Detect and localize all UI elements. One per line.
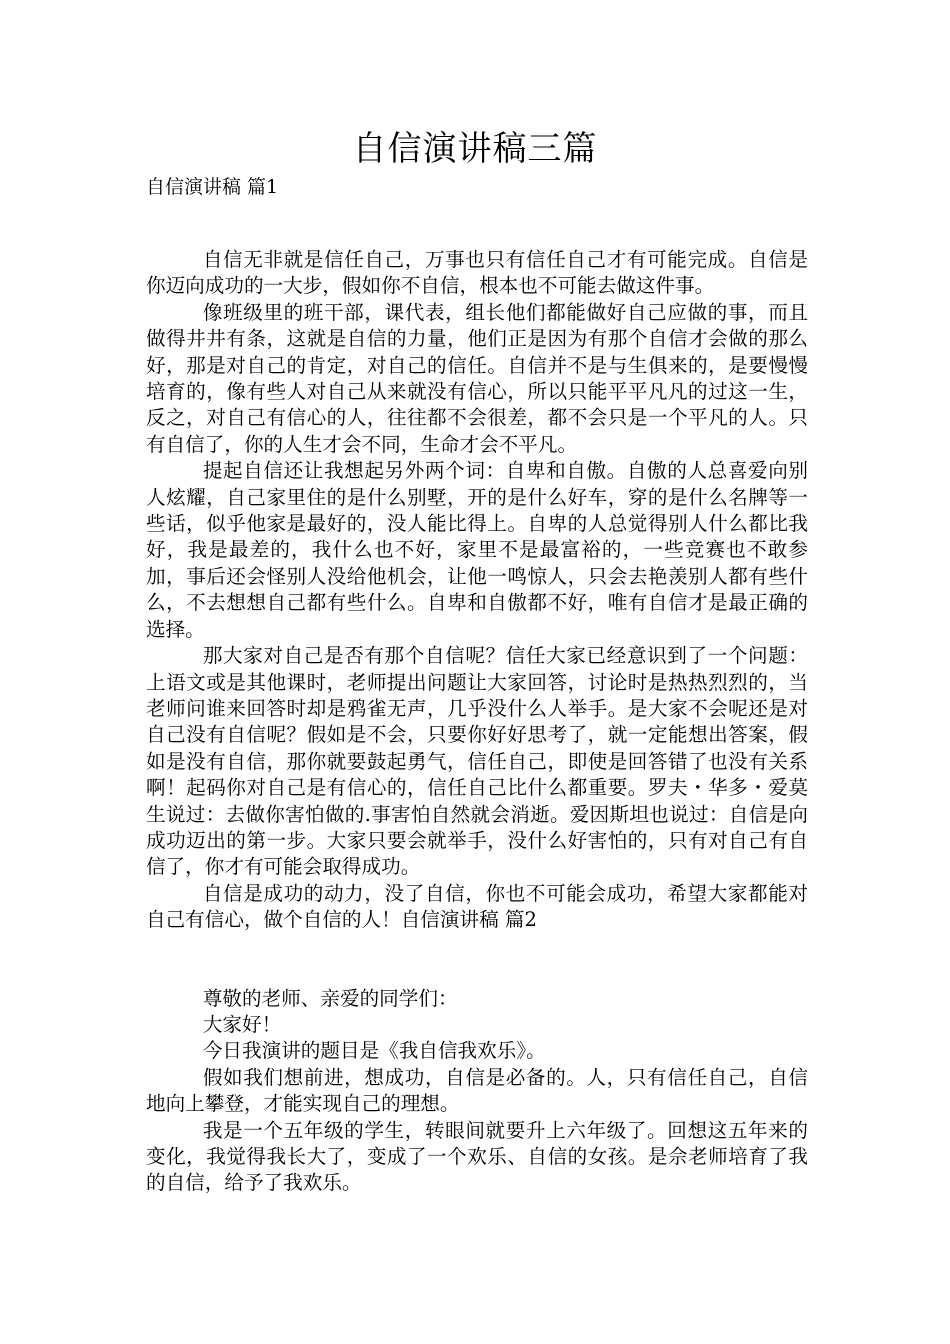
paragraph: 我是一个五年级的学生，转眼间就要升上六年级了。回想这五年来的变化，我觉得我长大了，变成了一个欢乐、自信的女孩。是佘老师培育了我的自信，给予了我欢乐。 xyxy=(146,1118,808,1195)
paragraph: 提起自信还让我想起另外两个词：自卑和自傲。自傲的人总喜爱向别人炫耀，自己家里住的是什么别墅，开的是什么好车，穿的是什么名牌等一些话，似乎他家是最好的，没人能比得上。自卑的人总觉得别人什么都比我好，我是最差的，我什么也不好，家里不是最富裕的，一些竞赛也不敢参加，事后还会怪别人没给他机会，让他一鸣惊人，只会去艳羡别人都有些什么，不去想想自己都有些什么。自卑和自傲都不好，唯有自信才是最正确的选择。 xyxy=(146,459,808,641)
paragraph: 自信是成功的动力，没了自信，你也不可能会成功，希望大家都能对自己有信心，做个自信的人！自信演讲稿 篇2 xyxy=(146,881,808,932)
document-body xyxy=(146,247,808,1197)
section-heading: 自信演讲稿 篇1 xyxy=(146,176,279,198)
paragraph: 自信无非就是信任自己，万事也只有信任自己才有可能完成。自信是你迈向成功的一大步，假如你不自信，根本也不可能去做这件事。 xyxy=(146,248,808,298)
document-title: 自信演讲稿三篇 xyxy=(352,129,598,169)
paragraph: 那大家对自己是否有那个自信呢？信任大家已经意识到了一个问题：上语文或是其他课时，老师提出问题让大家回答，讨论时是热热烈烈的，当老师问谁来回答时却是鸦雀无声，几乎没什么人举手。是大家不会呢还是对自己没有自信呢？假如是不会，只要你好好思考了，就一定能想出答案，假如是没有自信，那你就要鼓起勇气，信任自己，即使是回答错了也没有关系啊！起码你对自己是有信心的，信任自己比什么都重要。罗夫・华多・爱莫生说过：去做你害怕做的.事害怕自然就会消逝。爱因斯坦也说过：自信是向成功迈出的第一步。大家只要会就举手，没什么好害怕的，只有对自己有自信了，你才有可能会取得成功。 xyxy=(146,644,808,879)
paragraph: 像班级里的班干部，课代表，组长他们都能做好自己应做的事，而且做得井井有条，这就是自信的力量，他们正是因为有那个自信才会做的那么好，那是对自己的肯定，对自己的信任。自信并不是与生俱来的，是要慢慢培育的，像有些人对自己从来就没有信心，所以只能平平凡凡的过这一生，反之，对自己有信心的人，往往都不会很差，都不会只是一个平凡的人。只有自信了，你的人生才会不同，生命才会不平凡。 xyxy=(146,300,808,456)
paragraph: 假如我们想前进，想成功，自信是必备的。人，只有信任自己，自信地向上攀登，才能实现自己的理想。 xyxy=(146,1065,808,1116)
paragraph: 今日我演讲的题目是《我自信我欢乐》。 xyxy=(202,1039,546,1063)
greeting: 大家好！ xyxy=(202,1012,282,1036)
salutation: 尊敬的老师、亲爱的同学们： xyxy=(202,986,458,1010)
